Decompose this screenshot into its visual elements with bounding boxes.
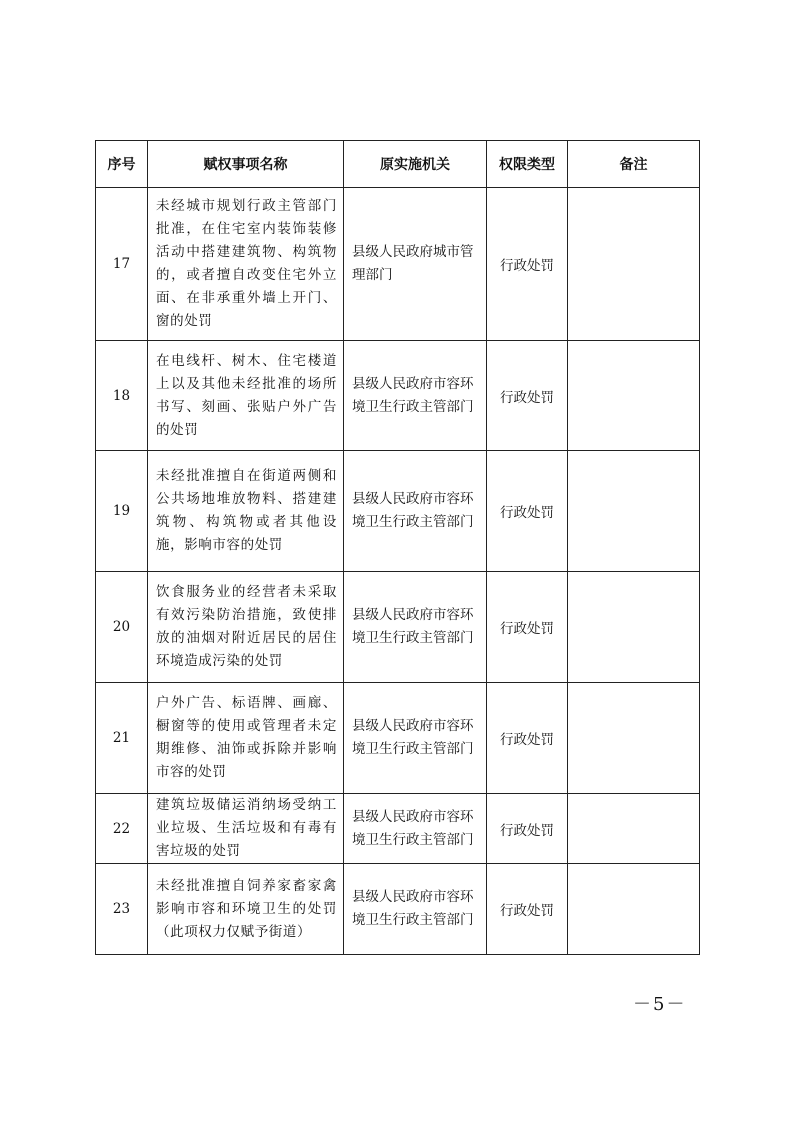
row-serial: 19 xyxy=(96,451,148,572)
row-original-authority: 县级人民政府市容环境卫生行政主管部门 xyxy=(344,864,487,955)
row-power-type: 行政处罚 xyxy=(487,683,568,794)
header-serial: 序号 xyxy=(96,141,148,188)
row-serial: 20 xyxy=(96,572,148,683)
row-remarks xyxy=(568,572,700,683)
row-serial: 18 xyxy=(96,341,148,451)
table-row xyxy=(96,451,700,572)
row-serial: 22 xyxy=(96,794,148,864)
row-power-type: 行政处罚 xyxy=(487,572,568,683)
table-row xyxy=(96,341,700,451)
row-original-authority: 县级人民政府市容环境卫生行政主管部门 xyxy=(344,683,487,794)
row-original-authority: 县级人民政府城市管理部门 xyxy=(344,188,487,341)
table-row xyxy=(96,864,700,955)
header-power-type: 权限类型 xyxy=(487,141,568,188)
row-power-type: 行政处罚 xyxy=(487,864,568,955)
table-row xyxy=(96,794,700,864)
row-power-type: 行政处罚 xyxy=(487,341,568,451)
row-remarks xyxy=(568,794,700,864)
row-item-name: 户外广告、标语牌、画廊、橱窗等的使用或管理者未定期维修、油饰或拆除并影响市容的处罚 xyxy=(148,683,344,794)
row-power-type: 行政处罚 xyxy=(487,794,568,864)
table-row xyxy=(96,683,700,794)
table-row xyxy=(96,188,700,341)
header-original-authority: 原实施机关 xyxy=(344,141,487,188)
row-power-type: 行政处罚 xyxy=(487,188,568,341)
authority-table xyxy=(95,140,700,955)
row-serial: 21 xyxy=(96,683,148,794)
row-remarks xyxy=(568,451,700,572)
header-item-name: 赋权事项名称 xyxy=(148,141,344,188)
row-power-type: 行政处罚 xyxy=(487,451,568,572)
row-item-name: 未经城市规划行政主管部门批准，在住宅室内装饰装修活动中搭建建筑物、构筑物的，或者擅自改变住宅外立面、在非承重外墙上开门、窗的处罚 xyxy=(148,188,344,341)
row-item-name: 在电线杆、树木、住宅楼道上以及其他未经批准的场所书写、刻画、张贴户外广告的处罚 xyxy=(148,341,344,451)
row-serial: 23 xyxy=(96,864,148,955)
row-item-name: 未经批准擅自在街道两侧和公共场地堆放物料、搭建建筑物、构筑物或者其他设施，影响市容的处罚 xyxy=(148,451,344,572)
row-remarks xyxy=(568,683,700,794)
row-item-name: 饮食服务业的经营者未采取有效污染防治措施，致使排放的油烟对附近居民的居住环境造成污染的处罚 xyxy=(148,572,344,683)
table-row xyxy=(96,572,700,683)
row-original-authority: 县级人民政府市容环境卫生行政主管部门 xyxy=(344,572,487,683)
row-remarks xyxy=(568,341,700,451)
row-original-authority: 县级人民政府市容环境卫生行政主管部门 xyxy=(344,794,487,864)
row-item-name: 未经批准擅自饲养家畜家禽影响市容和环境卫生的处罚（此项权力仅赋予街道） xyxy=(148,864,344,955)
row-serial: 17 xyxy=(96,188,148,341)
row-original-authority: 县级人民政府市容环境卫生行政主管部门 xyxy=(344,341,487,451)
row-remarks xyxy=(568,864,700,955)
page-number: －5－ xyxy=(633,994,687,1015)
header-remarks: 备注 xyxy=(568,141,700,188)
row-item-name: 建筑垃圾储运消纳场受纳工业垃圾、生活垃圾和有毒有害垃圾的处罚 xyxy=(148,794,344,864)
row-remarks xyxy=(568,188,700,341)
row-original-authority: 县级人民政府市容环境卫生行政主管部门 xyxy=(344,451,487,572)
header-row xyxy=(96,141,700,188)
